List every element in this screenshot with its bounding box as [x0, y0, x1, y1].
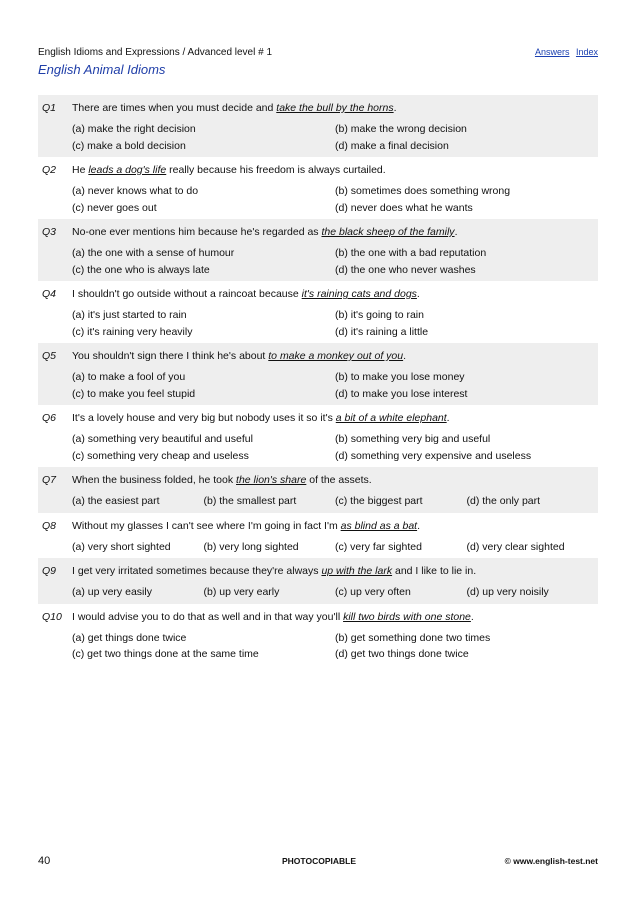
option-row	[72, 431, 598, 448]
question-text-after: really because his freedom is always curtailed.	[166, 164, 386, 176]
answer-option[interactable]: (d) the only part	[466, 495, 541, 507]
answer-option[interactable]: (b) to make you lose money	[335, 371, 465, 383]
answer-option[interactable]: (c) to make you feel stupid	[72, 387, 196, 400]
question-list	[38, 95, 598, 666]
answer-option[interactable]: (c) up very often	[335, 586, 411, 598]
series-title: English Idioms and Expressions / Advanced level # 1	[38, 47, 273, 58]
question-number: Q9	[42, 565, 57, 577]
question-text-after: .	[417, 519, 421, 532]
question-text-before: He	[72, 164, 89, 176]
answer-option[interactable]: (d) very clear sighted	[466, 540, 565, 553]
idiom-phrase: kill two birds with one stone	[343, 610, 471, 623]
question-number: Q7	[42, 474, 57, 486]
answer-options	[38, 369, 598, 402]
answer-option[interactable]: (d) get two things done twice	[335, 648, 469, 660]
answer-options	[38, 493, 598, 510]
answer-option[interactable]: (b) very long sighted	[203, 540, 299, 553]
answer-option[interactable]: (b) the one with a bad reputation	[335, 247, 487, 259]
option-row	[72, 386, 598, 403]
question-block	[38, 558, 598, 604]
answer-options	[38, 630, 598, 663]
option-row	[72, 324, 598, 341]
question-row	[38, 408, 598, 428]
question-block	[38, 95, 598, 157]
answer-option[interactable]: (a) the one with a sense of humour	[72, 247, 235, 259]
idiom-phrase: leads a dog's life	[88, 164, 167, 176]
question-number: Q8	[42, 519, 57, 532]
question-block	[38, 513, 598, 559]
question-text	[72, 160, 598, 180]
question-block	[38, 467, 598, 513]
answer-option[interactable]: (c) very far sighted	[335, 540, 422, 553]
answer-options	[38, 539, 598, 556]
idiom-phrase: take the bull by the horns	[276, 102, 394, 114]
question-block	[38, 281, 598, 343]
answer-options	[38, 584, 598, 601]
answer-option[interactable]: (b) the smallest part	[203, 495, 297, 507]
question-text-before: No-one ever mentions him because he's regarded as	[72, 226, 322, 238]
answer-options	[38, 431, 598, 464]
answer-option[interactable]: (a) get things done twice	[72, 631, 187, 644]
option-row	[72, 369, 598, 386]
answer-option[interactable]: (a) to make a fool of you	[72, 371, 186, 383]
question-block	[38, 343, 598, 405]
question-text-after: .	[454, 226, 458, 238]
answer-options	[38, 183, 598, 216]
question-row	[38, 346, 598, 366]
question-text-before: Without my glasses I can't see where I'm going in fact I'm	[72, 519, 341, 532]
option-row	[72, 493, 598, 510]
option-row	[72, 200, 598, 217]
question-text-before: I shouldn't go outside without a raincoat because	[72, 288, 302, 300]
option-row	[72, 584, 598, 601]
option-row	[72, 539, 598, 556]
idiom-phrase: the lion's share	[236, 474, 307, 486]
answer-option[interactable]: (d) make a final decision	[335, 139, 449, 152]
answer-option[interactable]: (a) make the right decision	[72, 123, 196, 135]
question-block	[38, 604, 598, 666]
answer-option[interactable]: (b) it's going to rain	[335, 309, 424, 321]
question-text-before: When the business folded, he took	[72, 474, 237, 486]
idiom-phrase: to make a monkey out of you	[268, 350, 404, 362]
question-number: Q4	[42, 288, 57, 300]
answer-option[interactable]: (d) something very expensive and useless	[335, 449, 532, 462]
question-row	[38, 284, 598, 304]
question-text	[72, 284, 598, 304]
index-link[interactable]: Index	[575, 47, 598, 57]
option-row	[72, 448, 598, 465]
copyright-label: © www.english-test.net	[504, 856, 598, 866]
question-block	[38, 219, 598, 281]
question-text-after: .	[470, 610, 474, 623]
question-number: Q2	[42, 164, 57, 176]
option-row	[72, 245, 598, 262]
answer-option[interactable]: (b) get something done two times	[335, 631, 491, 644]
answer-option[interactable]: (a) very short sighted	[72, 540, 171, 553]
answer-option[interactable]: (d) the one who never washes	[335, 263, 476, 276]
question-text	[72, 561, 598, 581]
question-block	[38, 405, 598, 467]
photocopiable-label: PHOTOCOPIABLE	[282, 856, 356, 866]
question-row	[38, 607, 598, 627]
answer-option[interactable]: (c) get two things done at the same time	[72, 648, 259, 660]
question-text-after: .	[446, 412, 450, 424]
question-text-after: and I like to lie in.	[392, 565, 477, 577]
option-row	[72, 121, 598, 138]
question-text-before: I get very irritated sometimes because they're always	[72, 565, 322, 577]
answers-link[interactable]: Answers	[534, 47, 570, 57]
answer-option[interactable]: (b) make the wrong decision	[335, 123, 467, 135]
answer-option[interactable]: (a) up very easily	[72, 586, 152, 598]
question-row	[38, 561, 598, 581]
answer-option[interactable]: (c) make a bold decision	[72, 139, 186, 152]
answer-option[interactable]: (b) something very big and useful	[335, 433, 491, 445]
answer-option[interactable]: (d) it's raining a little	[335, 325, 429, 338]
question-row	[38, 222, 598, 242]
question-text	[72, 346, 598, 366]
question-row	[38, 160, 598, 180]
idiom-phrase: as blind as a bat	[340, 519, 418, 532]
answer-option[interactable]: (a) it's just started to rain	[72, 309, 187, 321]
question-number: Q3	[42, 226, 57, 238]
option-row	[72, 262, 598, 279]
answer-option[interactable]: (c) something very cheap and useless	[72, 449, 249, 462]
answer-option[interactable]: (b) up very early	[203, 586, 280, 598]
answer-option[interactable]: (d) never does what he wants	[335, 201, 473, 214]
question-number: Q6	[42, 412, 57, 424]
question-text	[72, 408, 598, 428]
answer-option[interactable]: (d) to make you lose interest	[335, 387, 468, 400]
question-number: Q10	[42, 610, 62, 623]
idiom-phrase: it's raining cats and dogs	[301, 288, 417, 300]
idiom-phrase: the black sheep of the family	[321, 226, 455, 238]
answer-option[interactable]: (b) sometimes does something wrong	[335, 185, 511, 197]
question-row	[38, 470, 598, 490]
answer-option[interactable]: (a) the easiest part	[72, 495, 160, 507]
answer-option[interactable]: (c) it's raining very heavily	[72, 325, 193, 338]
question-row	[38, 98, 598, 118]
option-row	[72, 307, 598, 324]
answer-option[interactable]: (a) never knows what to do	[72, 185, 199, 197]
answer-option[interactable]: (c) the biggest part	[335, 495, 423, 507]
option-row	[72, 630, 598, 647]
question-text	[72, 470, 598, 490]
idiom-phrase: a bit of a white elephant	[335, 412, 447, 424]
option-row	[72, 138, 598, 155]
answer-option[interactable]: (a) something very beautiful and useful	[72, 433, 253, 445]
question-text-after: .	[393, 102, 397, 114]
question-text	[72, 222, 598, 242]
question-text	[72, 98, 598, 118]
header-links	[531, 47, 598, 57]
question-text	[72, 516, 598, 536]
option-row	[72, 183, 598, 200]
idiom-phrase: up with the lark	[321, 565, 393, 577]
question-number: Q1	[42, 102, 57, 114]
option-row	[72, 646, 598, 663]
question-number: Q5	[42, 350, 57, 362]
answer-option[interactable]: (c) the one who is always late	[72, 263, 210, 276]
page-title: English Animal Idioms	[38, 62, 166, 77]
question-text-before: I would advise you to do that as well and in that way you'll	[72, 610, 344, 623]
answer-option[interactable]: (d) up very noisily	[466, 586, 549, 598]
question-text-after: .	[416, 288, 420, 300]
answer-options	[38, 307, 598, 340]
page-number: 40	[38, 855, 51, 867]
answer-options	[38, 121, 598, 154]
question-text-before: There are times when you must decide and	[72, 102, 277, 114]
answer-option[interactable]: (c) never goes out	[72, 201, 157, 214]
question-text-after: .	[403, 350, 407, 362]
question-row	[38, 516, 598, 536]
answer-options	[38, 245, 598, 278]
question-text-before: You shouldn't sign there I think he's about	[72, 350, 269, 362]
question-text-after: of the assets.	[306, 474, 372, 486]
question-block	[38, 157, 598, 219]
question-text	[72, 607, 598, 627]
question-text-before: It's a lovely house and very big but nobody uses it so it's	[72, 412, 336, 424]
